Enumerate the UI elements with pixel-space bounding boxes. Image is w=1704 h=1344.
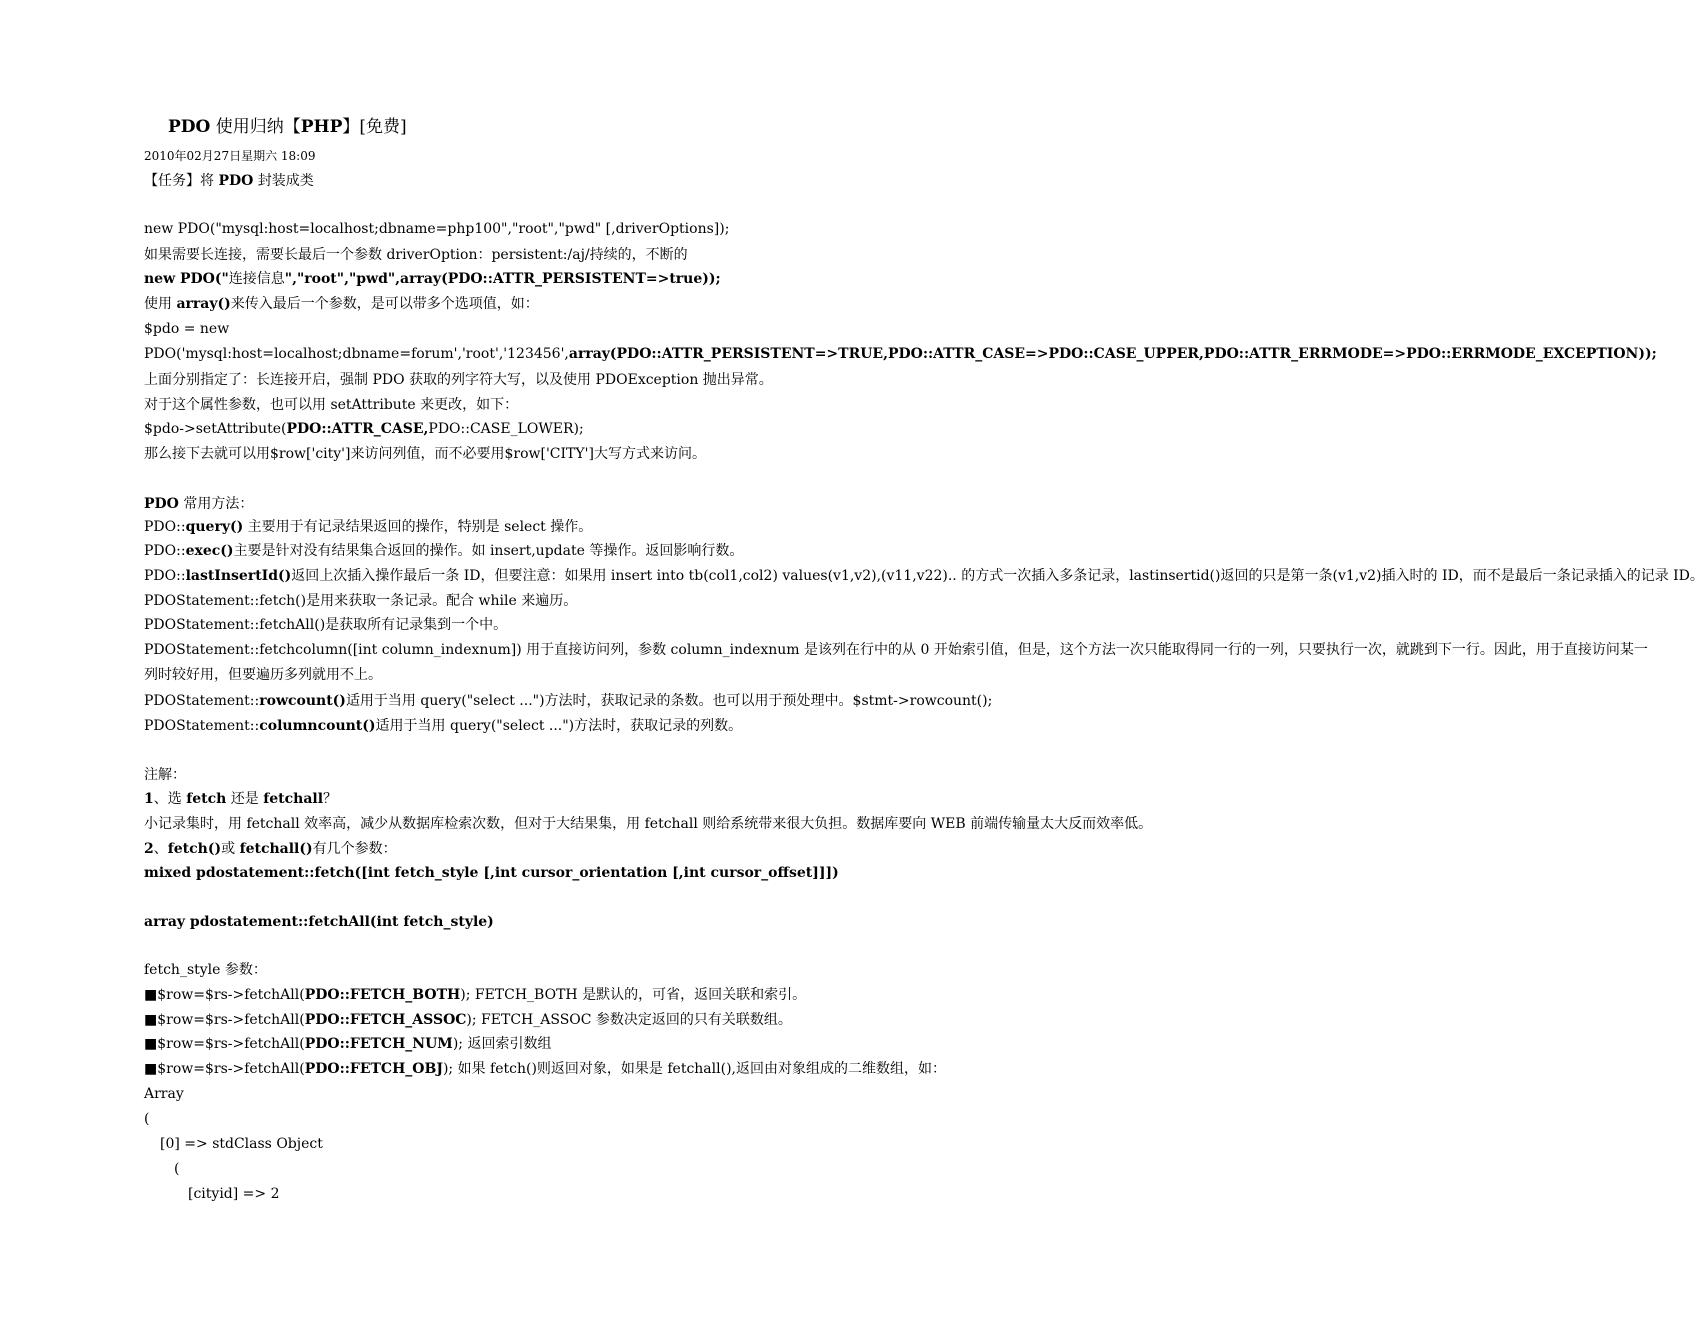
doc-line — [144, 960, 267, 980]
doc-line — [144, 419, 584, 439]
doc-line-text: 对于这个属性参数，也可以用 setAttribute 来更改，如下： — [144, 397, 519, 413]
doc-title: PDO 使用归纳【PHP】[免费] — [168, 117, 407, 137]
doc-line-text: PDO('mysql:host=localhost;dbname=forum','root','123456', — [144, 346, 569, 362]
doc-line-text: ■$row=$rs->fetchAll( — [144, 987, 305, 1003]
doc-line — [144, 494, 253, 514]
doc-line-text: 来传入最后一个参数，是可以带多个选项值，如： — [230, 296, 539, 312]
doc-line-text: PDO::FETCH_OBJ — [304, 1061, 443, 1077]
doc-line — [144, 985, 806, 1005]
doc-line — [188, 1184, 280, 1204]
doc-line — [174, 1159, 179, 1179]
doc-line-text: PDO:: — [144, 568, 186, 584]
doc-line-text: ■$row=$rs->fetchAll( — [144, 1036, 305, 1052]
doc-line-text: 1 — [144, 791, 154, 807]
doc-line-text: ( — [174, 1161, 180, 1177]
doc-line — [144, 640, 1648, 660]
doc-line-text: 常用方法： — [178, 496, 254, 512]
doc-line-text: 使用 — [144, 296, 177, 312]
doc-line-text: 上面分别指定了：长连接开启，强制 PDO 获取的列字符大写，以及使用 PDOException 抛出异常。 — [144, 372, 773, 388]
doc-line — [144, 665, 382, 685]
doc-line-text: columncount() — [259, 718, 376, 734]
doc-line-text: 返回上次插入操作最后一条 ID，但要注意：如果用 insert into tb(col1,col2) values(v1,v2),(v11,v22).. 的方式一次插入多条记录，lastinsertid()返回的只是第一条(v1,v2)插入时的 ID，而不是最后一条记录插入的记录 ID。 — [291, 568, 1704, 584]
doc-line-text: 列时较好用，但要遍历多列就用不上。 — [144, 667, 382, 683]
doc-line-text: 有几个参数： — [312, 841, 397, 857]
doc-line — [144, 839, 397, 859]
doc-line — [144, 171, 314, 191]
doc-line — [144, 294, 539, 314]
doc-line-text: rowcount() — [259, 693, 346, 709]
doc-line-text: ( — [144, 1111, 150, 1127]
doc-line — [144, 566, 1704, 586]
doc-line — [144, 395, 518, 415]
doc-line-text: fetch_style 参数： — [144, 962, 267, 978]
doc-line-text: 封装成类 — [253, 173, 314, 189]
doc-line-text: PDO:: — [144, 519, 186, 535]
doc-line-text: ); 如果 fetch()则返回对象，如果是 fetchall(),返回由对象组成的二维数组，如： — [442, 1061, 946, 1077]
doc-line-text: [0] => stdClass Object — [160, 1136, 323, 1152]
doc-line — [144, 1034, 551, 1054]
doc-line — [144, 517, 592, 537]
doc-line-text: array(PDO::ATTR_PERSISTENT=>TRUE,PDO::ATTR_CASE=>PDO::CASE_UPPER,PDO::ATTR_ERRMODE=>PDO::ERRMODE_EXCEPTION)); — [568, 346, 1657, 362]
doc-line-text: ); FETCH_ASSOC 参数决定返回的只有关联数组。 — [466, 1012, 792, 1028]
doc-line-text: 【任务】将 — [144, 173, 219, 189]
doc-date: 2010年02月27日星期六 18:09 — [144, 149, 316, 163]
doc-line — [144, 444, 706, 464]
doc-line-text: exec() — [185, 543, 234, 559]
doc-line-text: ","root","pwd",array(PDO::ATTR_PERSISTENT=>true)); — [284, 271, 721, 287]
doc-line — [144, 591, 577, 611]
doc-line-text: fetch — [186, 791, 227, 807]
doc-line-text: fetchall — [263, 791, 324, 807]
doc-line-text: ■$row=$rs->fetchAll( — [144, 1061, 305, 1077]
doc-line — [144, 370, 773, 390]
doc-line-text: PDO:: — [144, 543, 186, 559]
doc-line-text: array() — [176, 296, 231, 312]
doc-line — [144, 716, 742, 736]
doc-line — [144, 863, 839, 883]
doc-line-text: 连接信息 — [228, 271, 285, 287]
doc-line — [144, 541, 743, 561]
doc-line-text: 适用于当用 query("select ...")方法时，获取记录的条数。也可以用于预处理中。$stmt->rowcount(); — [345, 693, 993, 709]
doc-line-text: PDO::CASE_LOWER); — [428, 421, 584, 437]
doc-line-text: query() — [185, 519, 244, 535]
doc-line-text: 或 — [221, 841, 240, 857]
doc-line — [144, 319, 229, 339]
doc-line-text: PDO — [144, 496, 179, 512]
doc-line — [144, 789, 337, 809]
doc-line-text: 、选 — [153, 791, 187, 807]
doc-line-text: PDO::FETCH_BOTH — [304, 987, 461, 1003]
doc-line — [144, 1084, 184, 1104]
doc-line-text: 2 — [144, 841, 154, 857]
doc-line-text: 如果需要长连接，需要长最后一个参数 driverOption：persistent:/aj/持续的，不断的 — [144, 247, 688, 263]
doc-line — [144, 1059, 946, 1079]
doc-line-text: PDOStatement::fetch()是用来获取一条记录。配合 while 来遍历。 — [144, 593, 578, 609]
doc-line-text: new PDO("mysql:host=localhost;dbname=php100","root","pwd" [,driverOptions]); — [144, 221, 730, 237]
doc-line — [144, 765, 186, 785]
doc-line-text: fetch() — [167, 841, 222, 857]
doc-line-text: 小记录集时，用 fetchall 效率高，减少从数据库检索次数，但对于大结果集，用 fetchall 则给系统带来很大负担。数据库要向 WEB 前端传输量太大反而效率低。 — [144, 816, 1153, 832]
doc-line-text: 主要用于有记录结果返回的操作，特别是 select 操作。 — [243, 519, 593, 535]
doc-line — [144, 1109, 149, 1129]
doc-line — [144, 245, 688, 265]
doc-line-text: 注解： — [144, 767, 186, 783]
doc-line-text: PDO::ATTR_CASE, — [286, 421, 429, 437]
doc-line-text: array pdostatement::fetchAll(int fetch_style) — [144, 914, 494, 930]
doc-line-text: PDO — [218, 173, 254, 189]
doc-line-text: 、 — [153, 841, 168, 857]
doc-line-text: ); 返回索引数组 — [452, 1036, 552, 1052]
doc-line — [144, 219, 729, 239]
doc-line-text: lastInsertId() — [185, 568, 292, 584]
doc-line — [144, 615, 507, 635]
doc-line-text: PDOStatement::fetchAll()是获取所有记录集到一个中。 — [144, 617, 508, 633]
doc-line-text: 主要是针对没有结果集合返回的操作。如 insert,update 等操作。返回影响行数。 — [233, 543, 744, 559]
doc-line — [144, 814, 1152, 834]
doc-line — [144, 344, 1657, 364]
doc-line-text: PDOStatement::fetchcolumn([int column_indexnum]) 用于直接访问列，参数 column_indexnum 是该列在行中的从 0 开始索引值，但是，这个方法一次只能取得同一行的一列，只要执行一次，就跳到下一行。因此，用于直接访问某一 — [144, 642, 1648, 658]
doc-line — [144, 691, 992, 711]
doc-line-text: [cityid] => 2 — [188, 1186, 280, 1202]
doc-line — [144, 269, 721, 289]
doc-line-text: PDO::FETCH_ASSOC — [304, 1012, 467, 1028]
doc-line-text: ■$row=$rs->fetchAll( — [144, 1012, 305, 1028]
doc-line — [160, 1134, 323, 1154]
doc-line-text: PDO::FETCH_NUM — [304, 1036, 453, 1052]
doc-line-text: $pdo->setAttribute( — [144, 421, 287, 437]
doc-line-text: $pdo = new — [144, 321, 230, 337]
doc-line-text: PDOStatement:: — [144, 693, 260, 709]
doc-line — [144, 912, 494, 932]
doc-line-text: 适用于当用 query("select ...")方法时，获取记录的列数。 — [375, 718, 743, 734]
doc-line-text: ); FETCH_BOTH 是默认的，可省，返回关联和索引。 — [460, 987, 807, 1003]
doc-line-text: 还是 — [226, 791, 264, 807]
doc-line-text: mixed pdostatement::fetch([int fetch_style [,int cursor_orientation [,int cursor_offset]]]) — [144, 865, 839, 881]
doc-line-text: fetchall() — [239, 841, 313, 857]
doc-line — [144, 1010, 792, 1030]
doc-line-text: Array — [144, 1086, 184, 1102]
doc-line-text: new PDO(" — [144, 271, 229, 287]
doc-line-text: 那么接下去就可以用$row['city']来访问列值，而不必要用$row['CITY']大写方式来访问。 — [144, 446, 706, 462]
doc-line-text: PDOStatement:: — [144, 718, 260, 734]
doc-line-text: ？ — [323, 791, 338, 807]
